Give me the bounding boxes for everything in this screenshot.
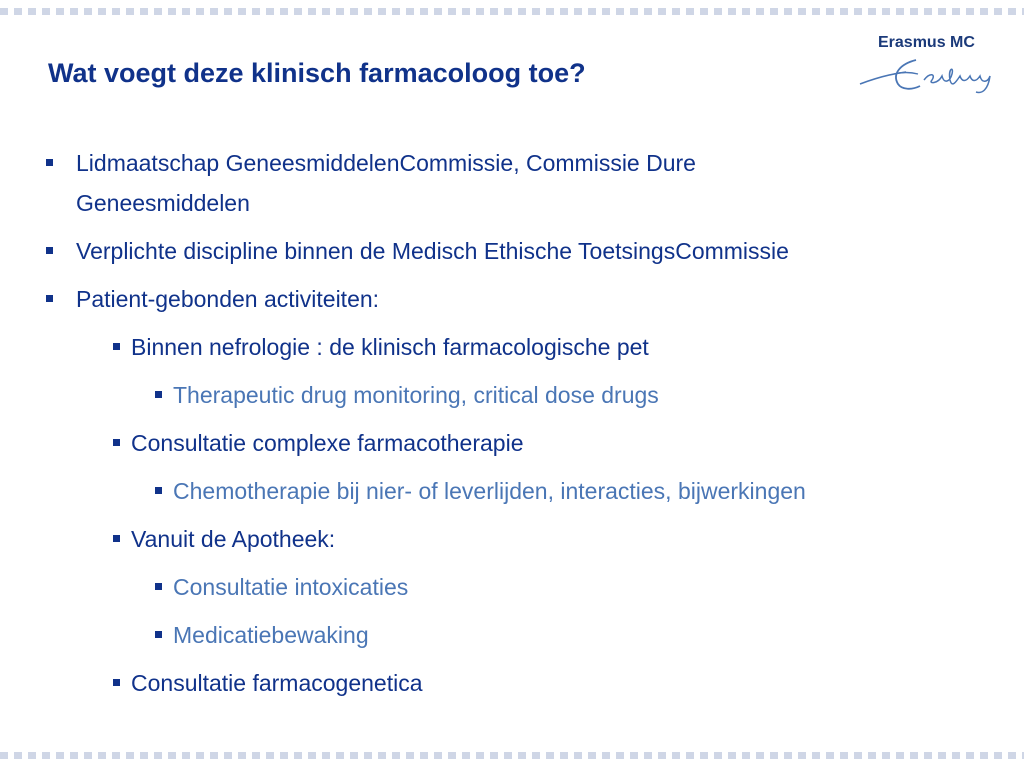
slide-title: Wat voegt deze klinisch farmacoloog toe? xyxy=(48,58,586,88)
logo-wordmark: Erasmus MC xyxy=(878,34,975,51)
bullet-marker-icon xyxy=(155,583,162,590)
erasmus-mc-logo xyxy=(856,34,1006,100)
bullet-item-level2 xyxy=(131,327,649,367)
bullet-text: Chemotherapie bij nier- of leverlijden, interacties, bijwerkingen xyxy=(173,478,806,504)
bullet-marker-icon xyxy=(46,247,53,254)
bullet-text: Patient-gebonden activiteiten: xyxy=(76,286,380,312)
bullet-item-level2 xyxy=(131,519,335,559)
bullet-text: Consultatie intoxicaties xyxy=(173,574,409,600)
bullet-text: Verplichte discipline binnen de Medisch Ethische ToetsingsCommissie xyxy=(76,238,789,264)
bullet-marker-icon xyxy=(155,487,162,494)
bullet-text: Geneesmiddelen xyxy=(76,190,250,216)
bullet-item-level1 xyxy=(76,143,696,223)
bullet-text: Vanuit de Apotheek: xyxy=(131,526,336,552)
bullet-item-level3 xyxy=(173,567,408,607)
bullet-item-level2 xyxy=(131,663,423,703)
bullet-text: Consultatie complexe farmacotherapie xyxy=(131,430,524,456)
bullet-item-level1 xyxy=(76,231,789,271)
top-dotted-border xyxy=(0,8,1024,15)
bullet-marker-icon xyxy=(155,391,162,398)
bullet-marker-icon xyxy=(113,343,120,350)
bullet-item-level3 xyxy=(173,615,369,655)
bullet-marker-icon xyxy=(46,159,53,166)
bullet-marker-icon xyxy=(46,295,53,302)
bullet-text: Medicatiebewaking xyxy=(173,622,369,648)
bullet-marker-icon xyxy=(113,535,120,542)
bottom-dotted-border xyxy=(0,752,1024,759)
bullet-text: Lidmaatschap GeneesmiddelenCommissie, Commissie Dure xyxy=(76,150,696,176)
bullet-item-level3 xyxy=(173,375,659,415)
bullet-item-level2 xyxy=(131,423,523,463)
bullet-text: Binnen nefrologie : de klinisch farmacologische pet xyxy=(131,334,649,360)
bullet-marker-icon xyxy=(155,631,162,638)
bullet-item-level3 xyxy=(173,471,806,511)
bullet-item-level1 xyxy=(76,279,379,319)
bullet-marker-icon xyxy=(113,439,120,446)
bullet-text: Therapeutic drug monitoring, critical dose drugs xyxy=(173,382,659,408)
bullet-marker-icon xyxy=(113,679,120,686)
erasmus-signature-icon xyxy=(856,54,1006,100)
bullet-text: Consultatie farmacogenetica xyxy=(131,670,423,696)
